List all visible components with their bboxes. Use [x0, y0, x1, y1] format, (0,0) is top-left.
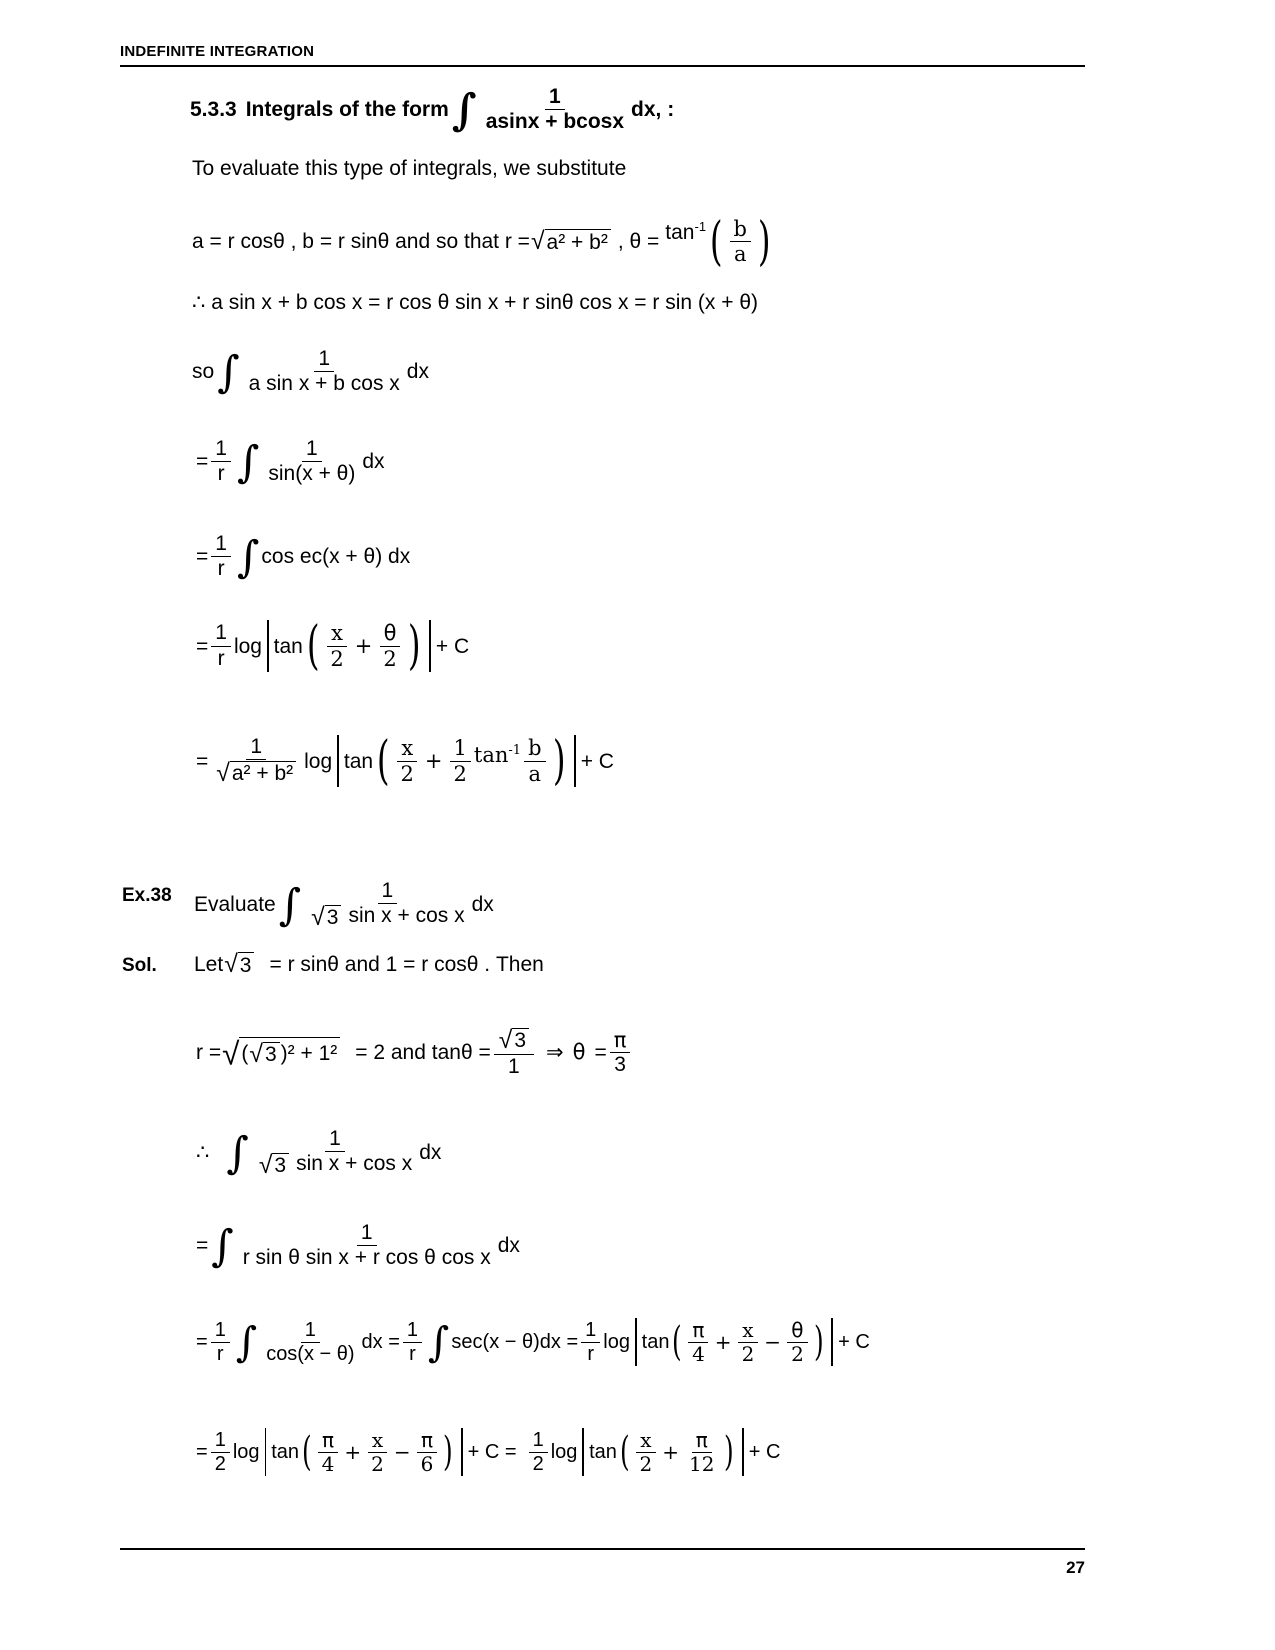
- section-heading-prefix: Integrals of the form: [245, 98, 449, 122]
- abs-bar-right: [831, 1318, 833, 1366]
- sqrt-3: √ 3: [311, 905, 341, 930]
- abs-bar-left: [265, 1428, 267, 1476]
- integral-icon: ∫: [211, 1221, 234, 1272]
- page-number: 27: [1066, 1558, 1085, 1577]
- substitution-line: [192, 211, 774, 272]
- example-prompt: Evaluate: [194, 893, 276, 917]
- integral-icon: ∫: [226, 1128, 249, 1179]
- arctan-label: tan: [665, 221, 695, 245]
- abs-bar-left: [267, 620, 269, 672]
- solution-sec-line: = $\frac{1}{r}$ ∫ $\frac{1}{\cos(x - \theta)}$ dx = $\frac{1}{r}$ ∫ sec(x − θ)dx = $\frac{1}{r}$ log tan ( $\frac{\pi}{4}$ + $\frac{x}{2}$ − $\frac{\theta}{2}$ ) + C: [196, 1317, 870, 1367]
- sqrt-3: √ 3: [249, 1042, 279, 1067]
- derivation-step-4: = $\frac{1}{r}$ log tan ( $\frac{x}{2}$ + $\frac{\theta}{2}$ ) + C: [196, 615, 470, 677]
- solution-final-line: = $\frac{1}{2}$ log tan ( $\frac{\pi}{4}$ + $\frac{x}{2}$ − $\frac{\pi}{6}$ ) + C = $\frac{1}{2}$ log tan ( $\frac{x}{2}$ + $\frac{\pi}{12}$ ) + C: [196, 1427, 781, 1476]
- example-statement: Evaluate ∫ 1 √ 3 sin x + cos x dx: [194, 879, 494, 932]
- solution-expand-line: = ∫ $\frac{1}{\text{r sin θ sin x + r cos θ cos x}}$ dx: [196, 1221, 520, 1272]
- abs-bar-left: [582, 1428, 584, 1476]
- heading-denominator: asinx + bcosx: [485, 110, 625, 134]
- abs-bar-left: [337, 735, 339, 787]
- integral-icon: ∫: [236, 437, 260, 488]
- section-heading: [190, 85, 675, 136]
- derivation-step-5: = 1 √ a² + b² log tan ( $\frac{x}{2}$ + $\frac{1}{2}$ $\tan^{-1}$ $\frac{b}{a}$ ) + C: [196, 730, 614, 792]
- header-divider: [120, 65, 1085, 67]
- page-footer: [120, 1548, 1085, 1578]
- footer-divider: [120, 1548, 1085, 1550]
- theta-equals: , θ =: [617, 230, 660, 254]
- abs-bar-left: [635, 1318, 637, 1366]
- solution-therefore-line: ∴ ∫ 1 √ 3 sin x + cos x dx: [196, 1127, 442, 1180]
- header-title: INDEFINITE INTEGRATION: [120, 43, 315, 60]
- sqrt-3: √ 3: [224, 952, 254, 977]
- solution-r-line: r = √ ( √ 3 )² + 1² = 2 and tanθ = √ 3 1 ⇒ θ = $\frac{\pi}{3}$: [196, 1028, 633, 1078]
- paren-group: ( $\frac{b}{a}$ ): [709, 211, 771, 272]
- substitution-text: a = r cosθ , b = r sinθ and so that r =: [192, 230, 530, 254]
- sqrt-a2b2: √ a² + b²: [216, 761, 296, 786]
- arctan-exponent: -1: [694, 219, 707, 235]
- paren-group: ( $\frac{x}{2}$ + $\frac{\pi}{12}$ ): [619, 1427, 735, 1476]
- derivation-step-1: so ∫ $\frac{1}{\text{a sin x + b cos x}}$ dx: [192, 347, 429, 398]
- paren-group: ( $\frac{\pi}{4}$ + $\frac{x}{2}$ − $\frac{\theta}{2}$ ): [672, 1317, 824, 1366]
- implies-icon: ⇒: [546, 1041, 564, 1065]
- abs-bar-right: [461, 1428, 463, 1476]
- paren-group: ( $\frac{\pi}{4}$ + $\frac{x}{2}$ − $\frac{\pi}{6}$ ): [301, 1427, 454, 1476]
- abs-bar-right: [574, 735, 576, 787]
- arctan-numerator: b: [730, 218, 751, 242]
- sqrt-3: √ 3: [499, 1028, 529, 1053]
- integral-icon: ∫: [236, 532, 260, 583]
- paren-group: ( $\frac{x}{2}$ + $\frac{\theta}{2}$ ): [306, 615, 421, 677]
- section-heading-suffix: dx, :: [631, 98, 675, 122]
- sqrt-3: √ 3: [259, 1153, 289, 1178]
- derivation-step-3: = $\frac{1}{r}$ ∫ cos ec(x + θ) dx: [196, 532, 411, 583]
- integral-icon: ∫: [428, 1318, 450, 1367]
- therefore-icon: ∴: [196, 1141, 210, 1165]
- section-number: 5.3.3: [190, 98, 237, 122]
- solution-let-line: Let √ 3 = r sinθ and 1 = r cosθ . Then: [194, 950, 544, 978]
- solution-label: Sol.: [122, 955, 157, 976]
- integral-icon: ∫: [217, 347, 240, 398]
- intro-paragraph: To evaluate this type of integrals, we substitute: [192, 157, 627, 180]
- sqrt-outer: √ ( √ 3 )² + 1²: [222, 1037, 340, 1069]
- example-label: Ex.38: [122, 885, 172, 906]
- arctan-denominator: a: [734, 242, 747, 267]
- derivation-step-2: = $\frac{1}{r}$ ∫ $\frac{1}{\sin(x + \theta)}$ dx: [196, 437, 385, 488]
- heading-numerator: 1: [545, 86, 565, 110]
- page-header: [120, 44, 1085, 67]
- integral-icon: ∫: [451, 85, 477, 136]
- paren-group: ( $\frac{x}{2}$ + $\frac{1}{2}$ $\tan^{-1}$ $\frac{b}{a}$ ): [376, 730, 566, 792]
- abs-bar-right: [742, 1428, 744, 1476]
- integral-icon: ∫: [278, 880, 302, 931]
- abs-bar-right: [429, 620, 431, 672]
- identity-line: ∴ a sin x + b cos x = r cos θ sin x + r sinθ cos x = r sin (x + θ): [192, 291, 758, 314]
- so-label: so: [192, 360, 215, 384]
- integral-icon: ∫: [235, 1318, 258, 1367]
- sqrt-a2b2: √ a² + b²: [531, 229, 611, 254]
